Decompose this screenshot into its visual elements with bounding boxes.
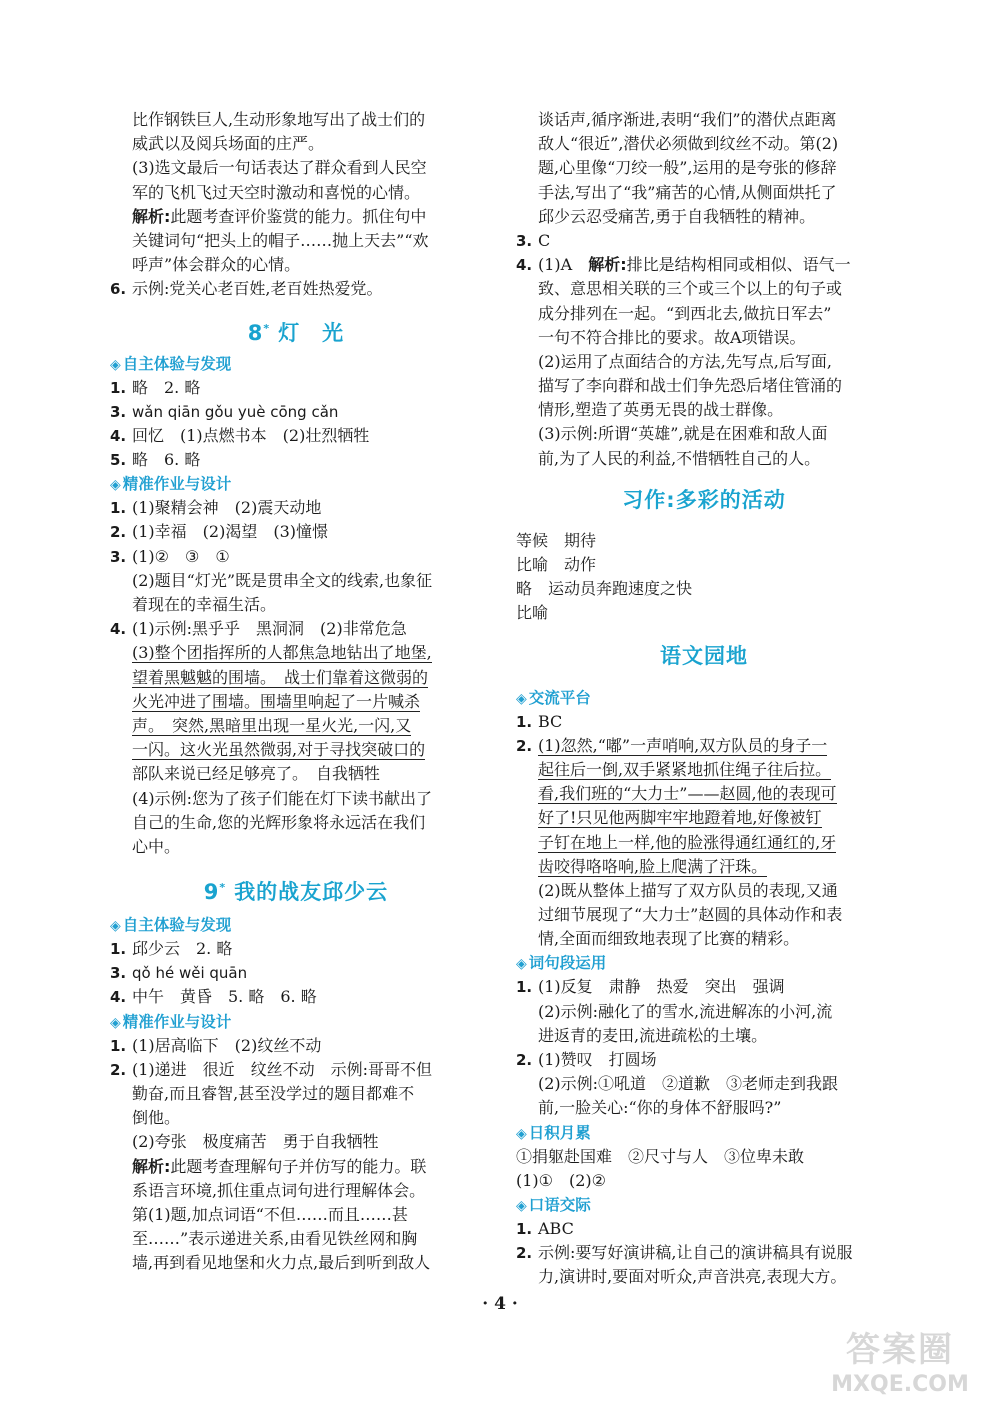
answer-text: (1)赞叹 打圆场 <box>538 1050 657 1069</box>
answer-number: 2. <box>516 1051 533 1069</box>
text-line: 过细节展现了“大力士”赵圆的具体动作和表 <box>538 905 843 925</box>
lesson-title-8 <box>110 306 482 352</box>
answer-number: 1. <box>516 978 533 997</box>
answer-text: BC <box>538 711 563 731</box>
text-line: 墙,再到看见地堡和火力点,最后到听到敌人 <box>132 1253 431 1273</box>
answer-number: 3. <box>110 402 127 421</box>
underlined-text: 齿咬得咯咯响,脸上爬满了汗珠。 <box>538 856 768 876</box>
answer-number: 1. <box>110 940 127 959</box>
answer-number: 2. <box>110 523 127 542</box>
section-label: 日积月累 <box>528 1123 591 1142</box>
text-line: 军的飞机飞过天空时激动和喜悦的心情。 <box>132 182 421 202</box>
text-line: 力,演讲时,要面对听众,声音洪亮,表现大方。 <box>538 1267 847 1287</box>
underlined-text: 一闪。这火光虽然微弱,对于寻找突破口的 <box>132 740 426 760</box>
text-line: 部队来说已经足够亮了。 自我牺牲 <box>132 764 381 784</box>
section-heading <box>110 472 482 496</box>
diamond-icon: ◈ <box>516 1197 527 1214</box>
text-line <box>516 758 892 782</box>
text-line: ①捐躯赴国难 ②尺寸与人 ③位卑未敢 <box>516 1146 805 1166</box>
text-line: (3)选文最后一句话表达了群众看到人民空 <box>132 158 427 178</box>
answer-line <box>110 1034 482 1058</box>
section-heading <box>110 352 482 376</box>
diamond-icon: ◈ <box>516 1125 527 1142</box>
answer-text: 回忆 (1)点燃书本 (2)壮烈牺牲 <box>132 425 370 445</box>
text-line: (2)运用了点面结合的方法,先写点,后写面, <box>538 351 832 371</box>
underlined-text: 起往后一倒,双手紧紧地抓住绳子往后拉。 <box>538 759 832 779</box>
answer-text: C <box>538 230 551 250</box>
section-label: 交流平台 <box>528 688 591 707</box>
text-line <box>110 205 482 229</box>
answer-line <box>110 545 482 569</box>
underlined-text: (3)整个团指挥所的人都焦急地钻出了地堡, <box>132 643 432 663</box>
answer-number: 4. <box>516 256 533 275</box>
diamond-icon: ◈ <box>110 356 121 373</box>
text-line: 描写了李向群和战士们争先恐后堵住管涌的 <box>538 376 843 396</box>
answer-line <box>110 424 482 448</box>
answer-line <box>516 734 892 758</box>
answer-line <box>516 1217 892 1241</box>
diamond-icon: ◈ <box>516 956 527 973</box>
text-line <box>516 831 892 855</box>
section-title-writing: 习作:多彩的活动 <box>622 487 786 512</box>
answer-text: (1)幸福 (2)渴望 (3)憧憬 <box>132 522 328 542</box>
text-line: 等候 期待 <box>516 530 597 550</box>
left-column <box>110 108 482 1276</box>
answer-text: (1)示例:黑乎乎 黑洞洞 (2)非常危急 <box>132 619 407 639</box>
text-line: 第(1)题,加点词语“不但……而且……甚 <box>132 1204 408 1224</box>
text-line: 比喻 动作 <box>516 555 597 574</box>
answer-line <box>110 520 482 544</box>
analysis-label: 解析: <box>132 1156 171 1176</box>
watermark-url: MXQE.COM <box>831 1372 969 1397</box>
text-line <box>110 714 482 738</box>
text-line: 勤奋,而且睿智,甚至没学过的题目都难不 <box>132 1084 415 1103</box>
optional-mark: * <box>263 321 271 335</box>
answer-number: 6. <box>110 280 127 299</box>
answer-line <box>110 961 482 985</box>
lesson-name: 我的战友邱少云 <box>234 880 389 905</box>
section-heading <box>516 1121 892 1145</box>
text-line: 着现在的幸福生活。 <box>132 595 277 614</box>
text-line: 威武以及阅兵场面的庄严。 <box>132 134 325 154</box>
answer-number: 1. <box>110 378 127 397</box>
section-label: 自主体验与发现 <box>122 354 232 373</box>
answer-text: ABC <box>538 1218 574 1238</box>
answer-line <box>110 1058 482 1082</box>
answer-line <box>516 710 892 734</box>
answer-line <box>110 496 482 520</box>
text-line: (1)① (2)② <box>516 1170 607 1190</box>
answer-number: 2. <box>516 1244 533 1263</box>
analysis-label: 解析: <box>132 206 171 226</box>
text-line: 系语言环境,抓住重点词句进行理解体会。 <box>132 1180 426 1200</box>
text-line: (2)既从整体上描写了双方队员的表现,又通 <box>538 880 838 900</box>
text-line: 自己的生命,您的光辉形象将永远活在我们 <box>132 812 426 832</box>
text-line <box>516 806 892 830</box>
underlined-text: (1)忽然,“嘟”一声哨响,双方队员的身子一 <box>538 735 828 755</box>
text-line: 略 运动员奔跑速度之快 <box>516 579 693 599</box>
optional-mark: * <box>219 881 227 895</box>
section-label: 精准作业与设计 <box>122 475 232 494</box>
text-line: 呼声”体会群众的心情。 <box>132 255 301 275</box>
answer-line <box>516 253 892 277</box>
text-line: 情,全面而细致地表现了比赛的精彩。 <box>538 929 800 949</box>
answer-number: 4. <box>110 620 127 639</box>
answer-number: 3. <box>110 547 127 566</box>
text-line: 题,心里像“刀绞一般”,运用的是夸张的修辞 <box>538 158 837 178</box>
answer-line <box>110 376 482 400</box>
text-line: 成分排列在一起。“到西北去,做抗日军去” <box>538 303 832 323</box>
answer-number: 2. <box>110 1060 127 1079</box>
answer-line <box>516 1048 892 1072</box>
text-line: 致、意思相关联的三个或三个以上的句子或 <box>538 279 843 299</box>
answer-text: (1)递进 很近 纹丝不动 示例:哥哥不但 <box>132 1059 433 1079</box>
text-line: (4)示例:您为了孩子们能在灯下读书献出了 <box>132 788 433 808</box>
watermark-logo <box>810 1328 990 1408</box>
answer-text: 邱少云 2. 略 <box>132 939 233 959</box>
text-line: (2)示例:融化了的雪水,流进解冻的小河,流 <box>538 1001 833 1021</box>
section-heading <box>516 686 892 710</box>
text-line: 倒他。 <box>132 1108 181 1128</box>
answer-number: 3. <box>516 231 533 250</box>
text-line <box>110 738 482 762</box>
analysis-text: 此题考查理解句子并仿写的能力。联 <box>170 1156 427 1176</box>
underlined-text: 望着黑魆魆的围墙。 战士们靠着这微弱的 <box>132 667 429 687</box>
section-label: 精准作业与设计 <box>122 1012 232 1031</box>
section-title-garden: 语文园地 <box>660 643 748 668</box>
text-line: 手法,写出了“我”痛苦的心情,从侧面烘托了 <box>538 182 837 202</box>
text-line <box>516 855 892 879</box>
text-line <box>110 641 482 665</box>
text-line: 情形,塑造了英勇无畏的战士群像。 <box>538 400 784 420</box>
answer-number: 1. <box>110 1036 127 1055</box>
answer-number: 3. <box>110 964 127 983</box>
answer-line <box>110 985 482 1009</box>
text-line: 一句不符合排比的要求。故A项错误。 <box>538 327 806 347</box>
section-heading <box>516 951 892 975</box>
analysis-text: 此题考查评价鉴赏的能力。抓住句中 <box>170 206 427 226</box>
answer-text: (1)聚精会神 (2)震天动地 <box>132 498 322 518</box>
text-line: (2)夸张 极度痛苦 勇于自我牺牲 <box>132 1132 379 1152</box>
section-label: 口语交际 <box>528 1195 591 1214</box>
text-line: 前,一脸关心:“你的身体不舒服吗?” <box>538 1098 782 1118</box>
answer-text: (1)A <box>538 255 589 275</box>
section-heading <box>516 1193 892 1217</box>
answer-line <box>516 229 892 253</box>
underlined-text: 好了!只见他两脚牢牢地蹬着地,好像被钉 <box>538 808 822 828</box>
page-number: · 4 · <box>482 1294 518 1314</box>
lesson-number: 9 <box>203 880 220 905</box>
answer-number: 1. <box>110 499 127 518</box>
answer-text: 中午 黄昏 5. 略 6. 略 <box>132 987 317 1007</box>
answer-number: 1. <box>516 1219 533 1238</box>
analysis-label: 解析: <box>588 255 627 275</box>
answer-text: 略 2. 略 <box>132 377 201 397</box>
underlined-text: 声。 突然,黑暗里出现一星火光,一闪,又 <box>132 715 412 735</box>
section-label: 自主体验与发现 <box>122 916 232 935</box>
section-label: 词句段运用 <box>528 954 607 973</box>
answer-number: 2. <box>516 736 533 755</box>
answer-number: 5. <box>110 451 127 470</box>
answer-text: (1)反复 肃静 热爱 突出 强调 <box>538 977 785 997</box>
diamond-icon: ◈ <box>516 690 527 707</box>
text-line <box>110 666 482 690</box>
underlined-text: 看,我们班的“大力士”——赵圆,他的表现可 <box>538 784 837 804</box>
text-line: (2)题目“灯光”既是贯串全文的线索,也象征 <box>132 570 433 590</box>
lesson-title-9 <box>110 863 482 913</box>
diamond-icon: ◈ <box>110 1014 121 1031</box>
answer-number: 1. <box>516 712 533 731</box>
answer-number: 4. <box>110 988 127 1007</box>
answer-line <box>110 937 482 961</box>
text-line: 前,为了人民的利益,不惜牺牲自己的人。 <box>538 448 821 468</box>
diamond-icon: ◈ <box>110 918 121 935</box>
text-line <box>110 1155 482 1179</box>
section-heading <box>110 1010 482 1034</box>
answer-text: 略 6. 略 <box>132 450 201 470</box>
answer-text: (1)② ③ ① <box>132 546 230 566</box>
underlined-text: 火光冲进了围墙。围墙里响起了一片喊杀 <box>132 691 421 711</box>
lesson-number: 8 <box>247 320 264 345</box>
text-line: 比作钢铁巨人,生动形象地写出了战士们的 <box>132 110 426 129</box>
text-line: 谈话声,循序渐进,表明“我们”的潜伏点距离 <box>538 110 837 129</box>
section-heading <box>110 913 482 937</box>
answer-line <box>110 277 482 301</box>
text-line <box>110 690 482 714</box>
right-column <box>516 108 892 1290</box>
pinyin-text: wǎn qiān gǒu yuè cōng cǎn <box>132 402 339 421</box>
text-line: 心中。 <box>132 836 181 856</box>
text-line: (2)示例:①吼道 ②道歉 ③老师走到我跟 <box>538 1074 839 1094</box>
analysis-text: 排比是结构相同或相似、语气一 <box>626 255 851 275</box>
text-line: 比喻 <box>516 603 549 623</box>
text-line: 关键词句“把头上的帽子……抛上天去”“欢 <box>132 230 429 250</box>
text-line <box>516 782 892 806</box>
text-line: 进返青的麦田,流进疏松的土壤。 <box>538 1025 768 1045</box>
answer-text: 示例:党关心老百姓,老百姓热爱党。 <box>132 279 383 299</box>
text-line: (3)示例:所谓“英雄”,就是在困难和敌人面 <box>538 424 828 444</box>
answer-line <box>110 617 482 641</box>
text-line: 邱少云忍受痛苦,勇于自我牺牲的精神。 <box>538 206 816 226</box>
answer-text: (1)居高临下 (2)纹丝不动 <box>132 1035 322 1055</box>
lesson-name: 灯 光 <box>278 320 345 345</box>
underlined-text: 子钉在地上一样,他的脸涨得通红通红的,牙 <box>538 832 837 852</box>
answer-line <box>110 400 482 424</box>
answer-text: 示例:要写好演讲稿,让自己的演讲稿具有说服 <box>538 1243 853 1263</box>
text-line: 敌人“很近”,潜伏必须做到纹丝不动。第(2) <box>538 134 839 154</box>
diamond-icon: ◈ <box>110 477 121 494</box>
answer-line <box>516 1241 892 1265</box>
pinyin-text: qǒ hé wěi quān <box>132 964 248 983</box>
answer-line <box>516 975 892 999</box>
answer-number: 4. <box>110 426 127 445</box>
text-line: 至……”表示递进关系,由看见铁丝网和胸 <box>132 1229 418 1249</box>
watermark-text: 答案圈 <box>846 1330 954 1370</box>
answer-line <box>110 448 482 472</box>
